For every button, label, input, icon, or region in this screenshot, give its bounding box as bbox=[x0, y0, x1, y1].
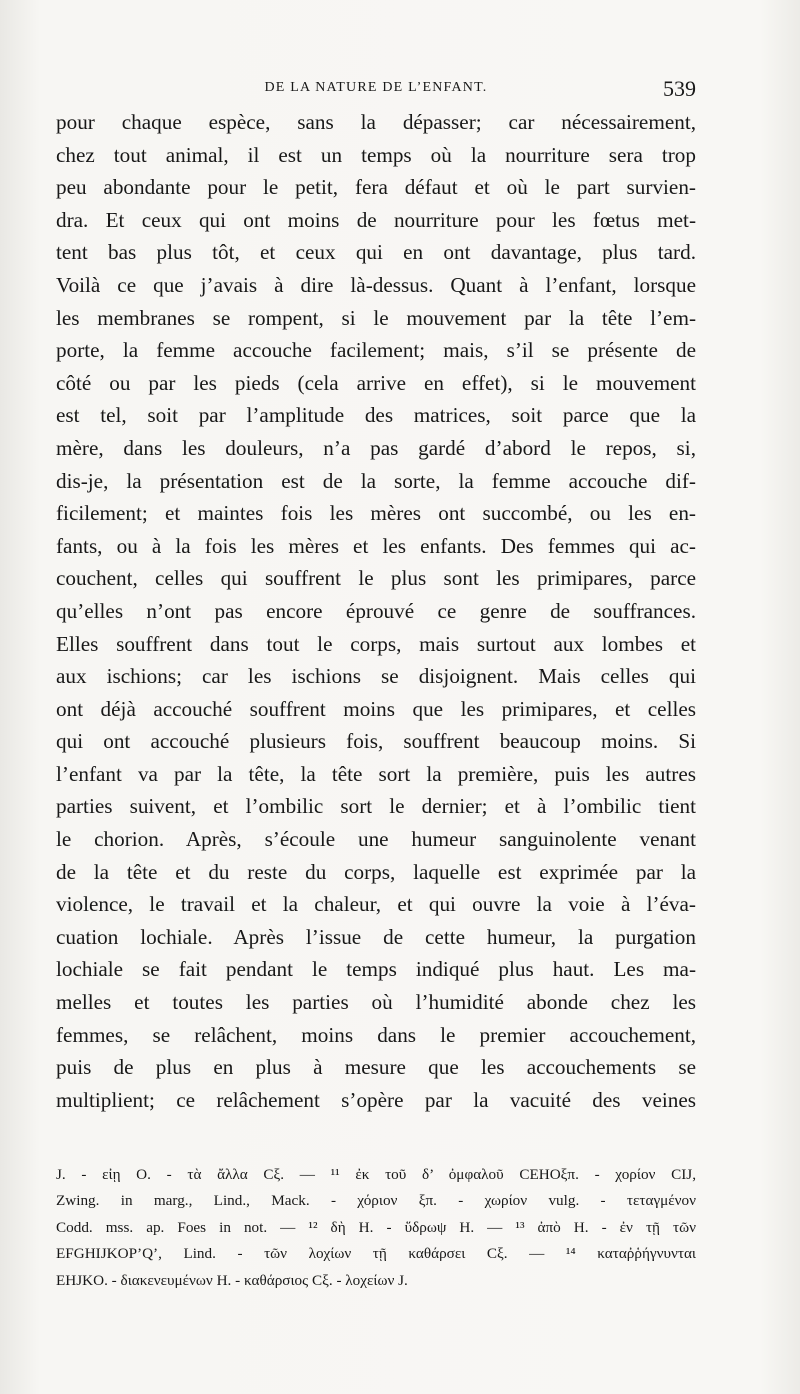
body-text bbox=[56, 106, 696, 1116]
footnote-line: EHJKO. - διακενευμένων H. - καθάρσιος Cξ. - λοχείων J. bbox=[56, 1271, 408, 1289]
text-line: ont déjà accouché souffrent moins que les primipares, et celles bbox=[56, 696, 696, 721]
text-line: le chorion. Après, s’écoule une humeur sanguinolente venant bbox=[56, 827, 696, 852]
text-line: couchent, celles qui souffrent le plus sont les primipares, parce bbox=[56, 566, 696, 591]
text-line: parties suivent, et l’ombilic sort le dernier; et à l’ombilic tient bbox=[56, 794, 696, 819]
text-line: qui ont accouché plusieurs fois, souffrent beaucoup moins. Si bbox=[56, 729, 696, 754]
text-line: côté ou par les pieds (cela arrive en effet), si le mouvement bbox=[56, 370, 696, 395]
text-line: porte, la femme accouche facilement; mais, s’il se présente de bbox=[56, 338, 696, 363]
text-line: est tel, soit par l’amplitude des matrices, soit parce que la bbox=[56, 403, 696, 428]
text-line: de la tête et du reste du corps, laquelle est exprimée par la bbox=[56, 859, 696, 884]
text-line: puis de plus en plus à mesure que les accouchements se bbox=[56, 1055, 696, 1080]
text-line: qu’elles n’ont pas encore éprouvé ce genre de souffrances. bbox=[56, 598, 696, 623]
footnote-line: EFGHIJKOP’Q’, Lind. - τῶν λοχίων τῇ καθάρσει Cξ. — ¹⁴ καταῤῥήγνυνται bbox=[56, 1245, 696, 1263]
text-line: aux ischions; car les ischions se disjoignent. Mais celles qui bbox=[56, 664, 696, 689]
footnote-line: Zwing. in marg., Lind., Mack. - χόριον ξπ. - χωρίον vulg. - τεταγμένον bbox=[56, 1192, 696, 1210]
page-number: 539 bbox=[663, 76, 696, 101]
text-line: l’enfant va par la tête, la tête sort la première, puis les autres bbox=[56, 761, 696, 786]
text-line: melles et toutes les parties où l’humidité abonde chez les bbox=[56, 990, 696, 1015]
text-line: femmes, se relâchent, moins dans le premier accouchement, bbox=[56, 1022, 696, 1047]
text-line: mère, dans les douleurs, n’a pas gardé d’abord le repos, si, bbox=[56, 435, 696, 460]
footnote-line: Codd. mss. ap. Foes in not. — ¹² δὴ H. - ὕδρωψ H. — ¹³ ἀπὸ H. - ἐν τῇ τῶν bbox=[56, 1218, 696, 1236]
text-line: tent bas plus tôt, et ceux qui en ont davantage, plus tard. bbox=[56, 240, 696, 265]
text-line: violence, le travail et la chaleur, et qui ouvre la voie à l’éva- bbox=[56, 892, 696, 917]
footnote-line: J. - εἰῃ O. - τὰ ἄλλα Cξ. — ¹¹ ἐκ τοῦ δ’ ὀμφαλοῦ CEHOξπ. - χορίον CIJ, bbox=[56, 1166, 696, 1183]
running-head bbox=[56, 76, 696, 104]
text-line: peu abondante pour le petit, fera défaut et où le part survien- bbox=[56, 175, 696, 200]
text-line: chez tout animal, il est un temps où la nourriture sera trop bbox=[56, 142, 696, 167]
text-line: Voilà ce que j’avais à dire là-dessus. Quant à l’enfant, lorsque bbox=[56, 272, 696, 297]
text-line: Elles souffrent dans tout le corps, mais surtout aux lombes et bbox=[56, 631, 696, 656]
text-line: pour chaque espèce, sans la dépasser; car nécessairement, bbox=[56, 110, 696, 134]
text-line: cuation lochiale. Après l’issue de cette humeur, la purgation bbox=[56, 924, 696, 949]
text-line: fants, ou à la fois les mères et les enfants. Des femmes qui ac- bbox=[56, 533, 696, 558]
footnotes bbox=[56, 1162, 696, 1294]
text-line: ficilement; et maintes fois les mères ont succombé, ou les en- bbox=[56, 501, 696, 526]
running-title: DE LA NATURE DE L’ENFANT. bbox=[264, 80, 488, 95]
text-line: dra. Et ceux qui ont moins de nourriture pour les fœtus met- bbox=[56, 207, 696, 232]
text-line: les membranes se rompent, si le mouvement par la tête l’em- bbox=[56, 305, 696, 330]
text-line: lochiale se fait pendant le temps indiqué plus haut. Les ma- bbox=[56, 957, 696, 982]
text-line: dis-je, la présentation est de la sorte, la femme accouche dif- bbox=[56, 468, 696, 493]
text-line: multiplient; ce relâchement s’opère par la vacuité des veines bbox=[56, 1087, 696, 1112]
